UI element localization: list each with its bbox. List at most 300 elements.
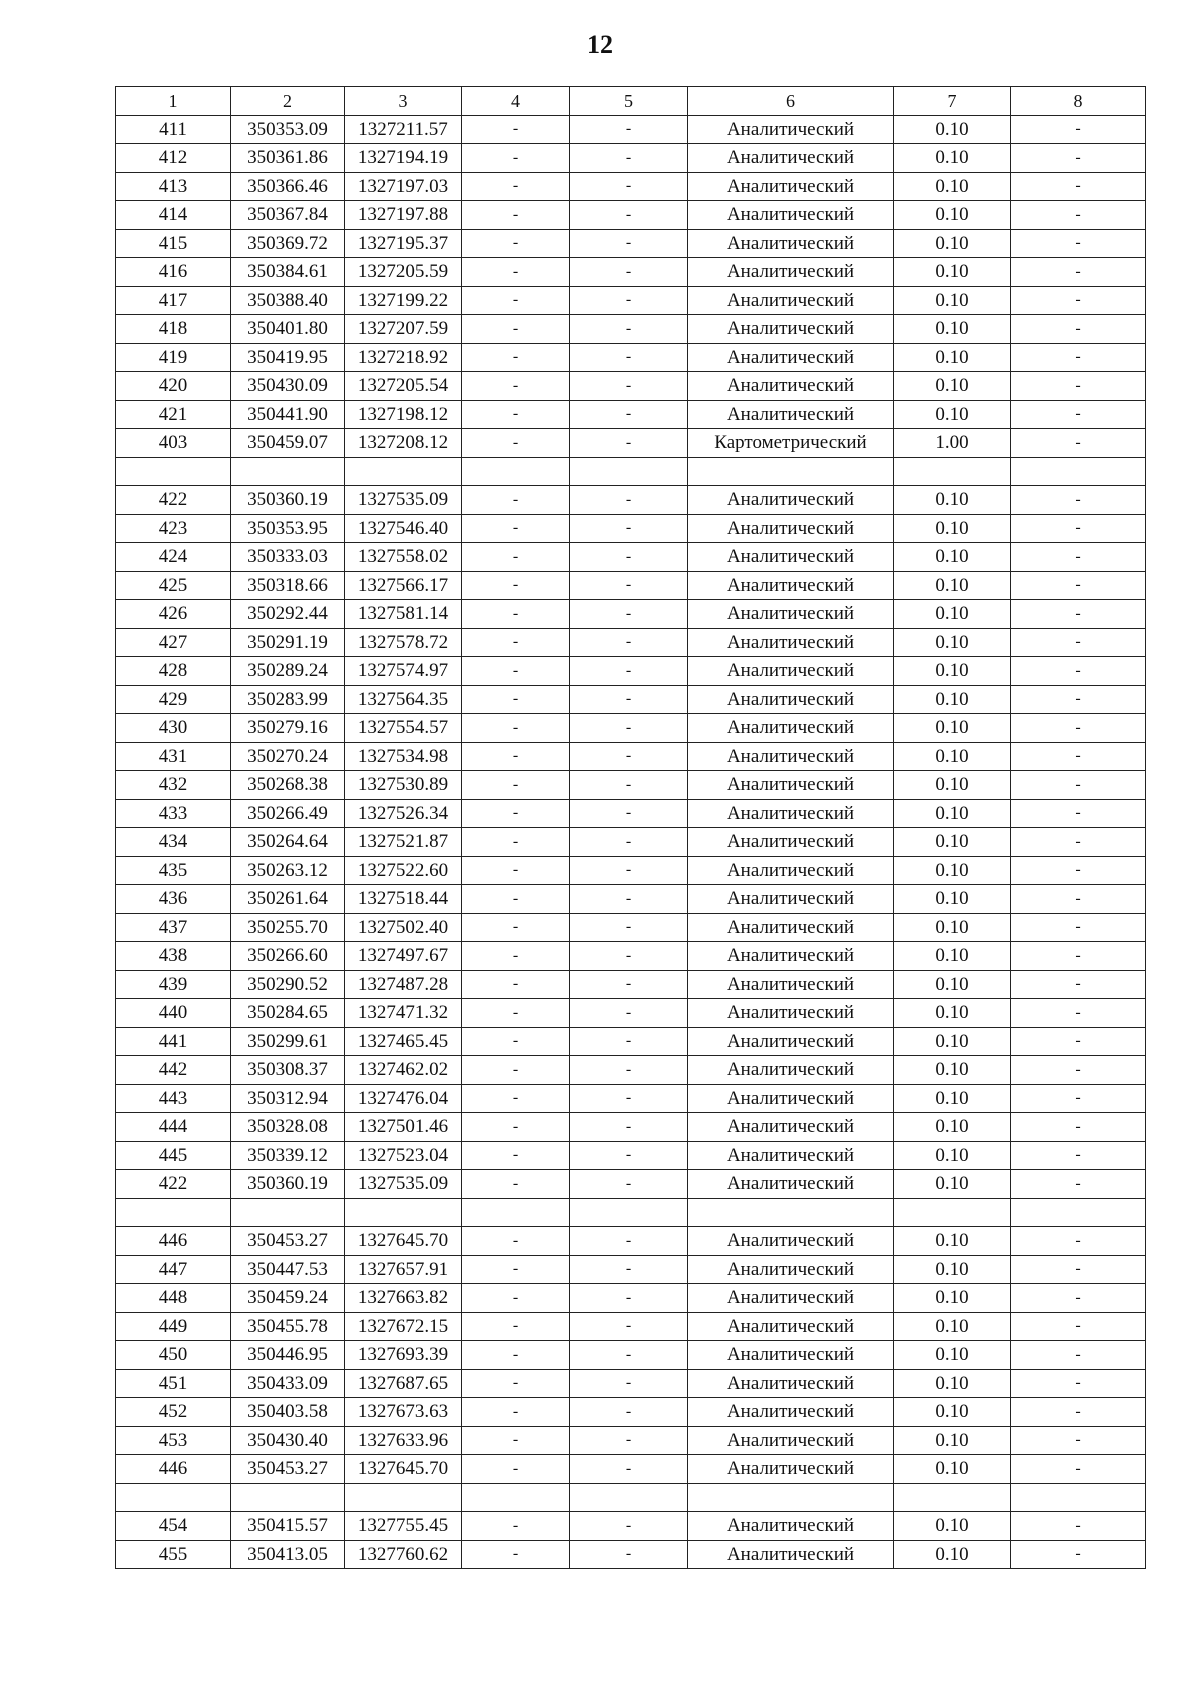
table-row xyxy=(116,115,1146,144)
accuracy-cell: 0.10 xyxy=(894,1341,1011,1370)
col5-cell: - xyxy=(570,999,688,1028)
col8-cell: - xyxy=(1011,657,1146,686)
col5-cell: - xyxy=(570,799,688,828)
point-number-cell: 422 xyxy=(116,486,231,515)
method-cell: Аналитический xyxy=(688,856,894,885)
col5-cell: - xyxy=(570,856,688,885)
accuracy-cell: 0.10 xyxy=(894,1455,1011,1484)
table-row xyxy=(116,913,1146,942)
col8-cell: - xyxy=(1011,1341,1146,1370)
table-row xyxy=(116,1512,1146,1541)
point-number-cell: 447 xyxy=(116,1255,231,1284)
method-cell: Аналитический xyxy=(688,343,894,372)
table-row xyxy=(116,942,1146,971)
col8-cell: - xyxy=(1011,628,1146,657)
method-cell: Аналитический xyxy=(688,628,894,657)
col4-cell: - xyxy=(462,1540,570,1569)
point-number-cell: 446 xyxy=(116,1455,231,1484)
col5-cell: - xyxy=(570,885,688,914)
x-coordinate-cell: 350415.57 xyxy=(231,1512,345,1541)
table-row xyxy=(116,1141,1146,1170)
table-row xyxy=(116,543,1146,572)
col5-cell: - xyxy=(570,571,688,600)
method-cell: Аналитический xyxy=(688,1540,894,1569)
col5-cell: - xyxy=(570,1284,688,1313)
method-cell: Аналитический xyxy=(688,742,894,771)
point-number-cell: 429 xyxy=(116,685,231,714)
table-row xyxy=(116,828,1146,857)
accuracy-cell: 0.10 xyxy=(894,999,1011,1028)
x-coordinate-cell: 350290.52 xyxy=(231,970,345,999)
point-number-cell: 451 xyxy=(116,1369,231,1398)
col5-cell: - xyxy=(570,1398,688,1427)
point-number-cell: 416 xyxy=(116,258,231,287)
col5-cell: - xyxy=(570,1512,688,1541)
accuracy-cell: 0.10 xyxy=(894,1398,1011,1427)
point-number-cell: 440 xyxy=(116,999,231,1028)
col5-cell: - xyxy=(570,1056,688,1085)
accuracy-cell: 0.10 xyxy=(894,486,1011,515)
col5-cell: - xyxy=(570,1255,688,1284)
point-number-cell: 417 xyxy=(116,286,231,315)
col8-cell: - xyxy=(1011,1455,1146,1484)
table-row xyxy=(116,742,1146,771)
point-number-cell: 423 xyxy=(116,514,231,543)
point-number-cell: 420 xyxy=(116,372,231,401)
point-number-cell xyxy=(116,1198,231,1227)
point-number-cell: 439 xyxy=(116,970,231,999)
col5-cell xyxy=(570,457,688,486)
table-row xyxy=(116,144,1146,173)
method-cell: Аналитический xyxy=(688,1170,894,1199)
accuracy-cell: 0.10 xyxy=(894,942,1011,971)
col4-cell: - xyxy=(462,913,570,942)
col5-cell: - xyxy=(570,628,688,657)
y-coordinate-cell: 1327535.09 xyxy=(345,486,462,515)
y-coordinate-cell: 1327755.45 xyxy=(345,1512,462,1541)
col8-cell: - xyxy=(1011,201,1146,230)
col8-cell: - xyxy=(1011,885,1146,914)
col8-cell: - xyxy=(1011,942,1146,971)
accuracy-cell: 0.10 xyxy=(894,1540,1011,1569)
col8-cell: - xyxy=(1011,600,1146,629)
x-coordinate-cell: 350308.37 xyxy=(231,1056,345,1085)
col8-cell: - xyxy=(1011,229,1146,258)
col8-cell: - xyxy=(1011,828,1146,857)
x-coordinate-cell: 350268.38 xyxy=(231,771,345,800)
x-coordinate-cell: 350289.24 xyxy=(231,657,345,686)
x-coordinate-cell: 350403.58 xyxy=(231,1398,345,1427)
col4-cell: - xyxy=(462,144,570,173)
col4-cell: - xyxy=(462,600,570,629)
table-row xyxy=(116,1113,1146,1142)
y-coordinate-cell: 1327211.57 xyxy=(345,115,462,144)
col4-cell: - xyxy=(462,571,570,600)
col8-cell: - xyxy=(1011,1512,1146,1541)
col8-cell: - xyxy=(1011,571,1146,600)
col8-cell: - xyxy=(1011,714,1146,743)
y-coordinate-cell: 1327518.44 xyxy=(345,885,462,914)
col5-cell: - xyxy=(570,372,688,401)
y-coordinate-cell: 1327534.98 xyxy=(345,742,462,771)
y-coordinate-cell: 1327521.87 xyxy=(345,828,462,857)
method-cell: Аналитический xyxy=(688,1113,894,1142)
point-number-cell: 422 xyxy=(116,1170,231,1199)
y-coordinate-cell: 1327197.03 xyxy=(345,172,462,201)
column-header: 3 xyxy=(345,87,462,116)
table-row xyxy=(116,286,1146,315)
method-cell xyxy=(688,457,894,486)
table-row xyxy=(116,315,1146,344)
accuracy-cell: 0.10 xyxy=(894,1141,1011,1170)
table-row xyxy=(116,600,1146,629)
col5-cell: - xyxy=(570,913,688,942)
coordinates-table xyxy=(115,86,1146,1569)
y-coordinate-cell: 1327194.19 xyxy=(345,144,462,173)
col5-cell: - xyxy=(570,258,688,287)
y-coordinate-cell: 1327205.59 xyxy=(345,258,462,287)
method-cell: Аналитический xyxy=(688,1141,894,1170)
col5-cell: - xyxy=(570,1341,688,1370)
x-coordinate-cell: 350433.09 xyxy=(231,1369,345,1398)
table-row xyxy=(116,201,1146,230)
col5-cell: - xyxy=(570,1227,688,1256)
col8-cell xyxy=(1011,1483,1146,1512)
column-header: 1 xyxy=(116,87,231,116)
col5-cell: - xyxy=(570,1170,688,1199)
col8-cell: - xyxy=(1011,1312,1146,1341)
col8-cell: - xyxy=(1011,1227,1146,1256)
y-coordinate-cell: 1327645.70 xyxy=(345,1455,462,1484)
col5-cell: - xyxy=(570,400,688,429)
col4-cell: - xyxy=(462,286,570,315)
method-cell: Аналитический xyxy=(688,315,894,344)
x-coordinate-cell: 350441.90 xyxy=(231,400,345,429)
x-coordinate-cell: 350353.09 xyxy=(231,115,345,144)
method-cell: Аналитический xyxy=(688,799,894,828)
col8-cell: - xyxy=(1011,1540,1146,1569)
col4-cell xyxy=(462,1483,570,1512)
table-row xyxy=(116,657,1146,686)
x-coordinate-cell: 350266.60 xyxy=(231,942,345,971)
point-number-cell: 426 xyxy=(116,600,231,629)
x-coordinate-cell: 350318.66 xyxy=(231,571,345,600)
accuracy-cell: 0.10 xyxy=(894,286,1011,315)
x-coordinate-cell: 350384.61 xyxy=(231,258,345,287)
y-coordinate-cell: 1327497.67 xyxy=(345,942,462,971)
col5-cell: - xyxy=(570,286,688,315)
col5-cell: - xyxy=(570,343,688,372)
accuracy-cell: 0.10 xyxy=(894,1369,1011,1398)
y-coordinate-cell: 1327578.72 xyxy=(345,628,462,657)
method-cell: Аналитический xyxy=(688,771,894,800)
accuracy-cell: 0.10 xyxy=(894,714,1011,743)
y-coordinate-cell: 1327687.65 xyxy=(345,1369,462,1398)
table-row xyxy=(116,1170,1146,1199)
point-number-cell: 437 xyxy=(116,913,231,942)
col4-cell: - xyxy=(462,172,570,201)
point-number-cell: 413 xyxy=(116,172,231,201)
col4-cell: - xyxy=(462,115,570,144)
accuracy-cell: 0.10 xyxy=(894,856,1011,885)
y-coordinate-cell: 1327657.91 xyxy=(345,1255,462,1284)
x-coordinate-cell: 350328.08 xyxy=(231,1113,345,1142)
x-coordinate-cell: 350292.44 xyxy=(231,600,345,629)
table-row xyxy=(116,799,1146,828)
point-number-cell: 433 xyxy=(116,799,231,828)
y-coordinate-cell: 1327501.46 xyxy=(345,1113,462,1142)
table-row xyxy=(116,1056,1146,1085)
x-coordinate-cell: 350430.09 xyxy=(231,372,345,401)
col4-cell xyxy=(462,457,570,486)
col8-cell: - xyxy=(1011,1369,1146,1398)
point-number-cell: 448 xyxy=(116,1284,231,1313)
method-cell: Аналитический xyxy=(688,486,894,515)
col4-cell: - xyxy=(462,685,570,714)
method-cell: Аналитический xyxy=(688,970,894,999)
method-cell: Аналитический xyxy=(688,1284,894,1313)
x-coordinate-cell: 350360.19 xyxy=(231,1170,345,1199)
method-cell: Аналитический xyxy=(688,1369,894,1398)
col4-cell: - xyxy=(462,742,570,771)
col5-cell: - xyxy=(570,315,688,344)
col5-cell: - xyxy=(570,771,688,800)
col4-cell: - xyxy=(462,514,570,543)
col8-cell: - xyxy=(1011,115,1146,144)
point-number-cell: 421 xyxy=(116,400,231,429)
y-coordinate-cell: 1327574.97 xyxy=(345,657,462,686)
y-coordinate-cell: 1327526.34 xyxy=(345,799,462,828)
x-coordinate-cell: 350369.72 xyxy=(231,229,345,258)
col8-cell: - xyxy=(1011,1426,1146,1455)
table-row xyxy=(116,1398,1146,1427)
col5-cell: - xyxy=(570,1141,688,1170)
col5-cell: - xyxy=(570,514,688,543)
column-header: 8 xyxy=(1011,87,1146,116)
y-coordinate-cell: 1327566.17 xyxy=(345,571,462,600)
x-coordinate-cell: 350360.19 xyxy=(231,486,345,515)
col5-cell: - xyxy=(570,942,688,971)
y-coordinate-cell: 1327760.62 xyxy=(345,1540,462,1569)
x-coordinate-cell xyxy=(231,1198,345,1227)
col4-cell: - xyxy=(462,1084,570,1113)
accuracy-cell: 0.10 xyxy=(894,600,1011,629)
x-coordinate-cell: 350459.07 xyxy=(231,429,345,458)
table-body xyxy=(116,115,1146,1569)
col5-cell: - xyxy=(570,1455,688,1484)
accuracy-cell: 0.10 xyxy=(894,1512,1011,1541)
table-row xyxy=(116,1369,1146,1398)
y-coordinate-cell: 1327208.12 xyxy=(345,429,462,458)
y-coordinate-cell: 1327207.59 xyxy=(345,315,462,344)
col4-cell: - xyxy=(462,1227,570,1256)
accuracy-cell: 0.10 xyxy=(894,799,1011,828)
x-coordinate-cell xyxy=(231,457,345,486)
method-cell: Аналитический xyxy=(688,1455,894,1484)
method-cell: Аналитический xyxy=(688,1512,894,1541)
col5-cell: - xyxy=(570,1113,688,1142)
method-cell: Аналитический xyxy=(688,1341,894,1370)
column-header: 7 xyxy=(894,87,1011,116)
col4-cell: - xyxy=(462,1426,570,1455)
accuracy-cell: 0.10 xyxy=(894,970,1011,999)
table-row xyxy=(116,1455,1146,1484)
col5-cell: - xyxy=(570,429,688,458)
col5-cell: - xyxy=(570,1084,688,1113)
col5-cell: - xyxy=(570,172,688,201)
x-coordinate-cell: 350283.99 xyxy=(231,685,345,714)
col4-cell: - xyxy=(462,657,570,686)
x-coordinate-cell: 350339.12 xyxy=(231,1141,345,1170)
table-row xyxy=(116,400,1146,429)
col4-cell xyxy=(462,1198,570,1227)
y-coordinate-cell: 1327535.09 xyxy=(345,1170,462,1199)
x-coordinate-cell: 350455.78 xyxy=(231,1312,345,1341)
col4-cell: - xyxy=(462,1056,570,1085)
accuracy-cell xyxy=(894,1198,1011,1227)
method-cell: Аналитический xyxy=(688,286,894,315)
table-row xyxy=(116,1540,1146,1569)
y-coordinate-cell xyxy=(345,1483,462,1512)
accuracy-cell: 0.10 xyxy=(894,144,1011,173)
x-coordinate-cell: 350447.53 xyxy=(231,1255,345,1284)
method-cell: Аналитический xyxy=(688,999,894,1028)
y-coordinate-cell: 1327546.40 xyxy=(345,514,462,543)
method-cell: Аналитический xyxy=(688,1227,894,1256)
x-coordinate-cell: 350453.27 xyxy=(231,1455,345,1484)
col5-cell: - xyxy=(570,1540,688,1569)
col4-cell: - xyxy=(462,543,570,572)
col5-cell xyxy=(570,1198,688,1227)
col4-cell: - xyxy=(462,1455,570,1484)
col4-cell: - xyxy=(462,258,570,287)
col8-cell: - xyxy=(1011,1113,1146,1142)
col8-cell: - xyxy=(1011,144,1146,173)
y-coordinate-cell xyxy=(345,1198,462,1227)
col4-cell: - xyxy=(462,1369,570,1398)
accuracy-cell: 0.10 xyxy=(894,1027,1011,1056)
accuracy-cell: 0.10 xyxy=(894,771,1011,800)
y-coordinate-cell: 1327465.45 xyxy=(345,1027,462,1056)
point-number-cell: 418 xyxy=(116,315,231,344)
accuracy-cell: 0.10 xyxy=(894,1056,1011,1085)
point-number-cell xyxy=(116,457,231,486)
method-cell: Аналитический xyxy=(688,714,894,743)
accuracy-cell: 0.10 xyxy=(894,400,1011,429)
method-cell xyxy=(688,1198,894,1227)
col4-cell: - xyxy=(462,1284,570,1313)
col8-cell xyxy=(1011,1198,1146,1227)
col4-cell: - xyxy=(462,343,570,372)
table-row xyxy=(116,486,1146,515)
col8-cell: - xyxy=(1011,315,1146,344)
y-coordinate-cell: 1327523.04 xyxy=(345,1141,462,1170)
col5-cell: - xyxy=(570,201,688,230)
col8-cell: - xyxy=(1011,1255,1146,1284)
accuracy-cell: 0.10 xyxy=(894,571,1011,600)
method-cell: Аналитический xyxy=(688,144,894,173)
col4-cell: - xyxy=(462,799,570,828)
method-cell: Аналитический xyxy=(688,201,894,230)
col8-cell: - xyxy=(1011,685,1146,714)
col4-cell: - xyxy=(462,1027,570,1056)
accuracy-cell xyxy=(894,457,1011,486)
method-cell: Картометрический xyxy=(688,429,894,458)
table-row xyxy=(116,343,1146,372)
point-number-cell: 411 xyxy=(116,115,231,144)
col5-cell: - xyxy=(570,229,688,258)
x-coordinate-cell: 350263.12 xyxy=(231,856,345,885)
col5-cell: - xyxy=(570,1312,688,1341)
accuracy-cell: 0.10 xyxy=(894,343,1011,372)
col4-cell: - xyxy=(462,486,570,515)
table-row xyxy=(116,1284,1146,1313)
method-cell: Аналитический xyxy=(688,372,894,401)
y-coordinate-cell: 1327581.14 xyxy=(345,600,462,629)
method-cell: Аналитический xyxy=(688,400,894,429)
table-row xyxy=(116,685,1146,714)
method-cell: Аналитический xyxy=(688,1027,894,1056)
y-coordinate-cell: 1327502.40 xyxy=(345,913,462,942)
table-row xyxy=(116,1341,1146,1370)
method-cell: Аналитический xyxy=(688,828,894,857)
point-number-cell: 438 xyxy=(116,942,231,971)
x-coordinate-cell: 350291.19 xyxy=(231,628,345,657)
point-number-cell: 414 xyxy=(116,201,231,230)
col8-cell: - xyxy=(1011,799,1146,828)
accuracy-cell: 0.10 xyxy=(894,1255,1011,1284)
accuracy-cell: 0.10 xyxy=(894,514,1011,543)
y-coordinate-cell: 1327471.32 xyxy=(345,999,462,1028)
y-coordinate-cell: 1327673.63 xyxy=(345,1398,462,1427)
x-coordinate-cell: 350430.40 xyxy=(231,1426,345,1455)
accuracy-cell: 0.10 xyxy=(894,742,1011,771)
x-coordinate-cell: 350361.86 xyxy=(231,144,345,173)
table-row xyxy=(116,372,1146,401)
col8-cell: - xyxy=(1011,856,1146,885)
column-header: 5 xyxy=(570,87,688,116)
accuracy-cell: 0.10 xyxy=(894,1113,1011,1142)
x-coordinate-cell: 350264.64 xyxy=(231,828,345,857)
method-cell: Аналитический xyxy=(688,600,894,629)
point-number-cell: 436 xyxy=(116,885,231,914)
method-cell: Аналитический xyxy=(688,514,894,543)
col8-cell: - xyxy=(1011,1284,1146,1313)
method-cell: Аналитический xyxy=(688,172,894,201)
accuracy-cell: 1.00 xyxy=(894,429,1011,458)
col8-cell xyxy=(1011,457,1146,486)
col4-cell: - xyxy=(462,1170,570,1199)
accuracy-cell: 0.10 xyxy=(894,258,1011,287)
x-coordinate-cell: 350413.05 xyxy=(231,1540,345,1569)
y-coordinate-cell: 1327198.12 xyxy=(345,400,462,429)
col8-cell: - xyxy=(1011,1141,1146,1170)
table-row xyxy=(116,1027,1146,1056)
point-number-cell: 435 xyxy=(116,856,231,885)
col8-cell: - xyxy=(1011,1027,1146,1056)
col5-cell: - xyxy=(570,1369,688,1398)
col4-cell: - xyxy=(462,429,570,458)
method-cell: Аналитический xyxy=(688,885,894,914)
col5-cell xyxy=(570,1483,688,1512)
method-cell: Аналитический xyxy=(688,571,894,600)
y-coordinate-cell: 1327530.89 xyxy=(345,771,462,800)
point-number-cell: 441 xyxy=(116,1027,231,1056)
method-cell: Аналитический xyxy=(688,229,894,258)
accuracy-cell: 0.10 xyxy=(894,229,1011,258)
table-row xyxy=(116,1255,1146,1284)
point-number-cell: 430 xyxy=(116,714,231,743)
